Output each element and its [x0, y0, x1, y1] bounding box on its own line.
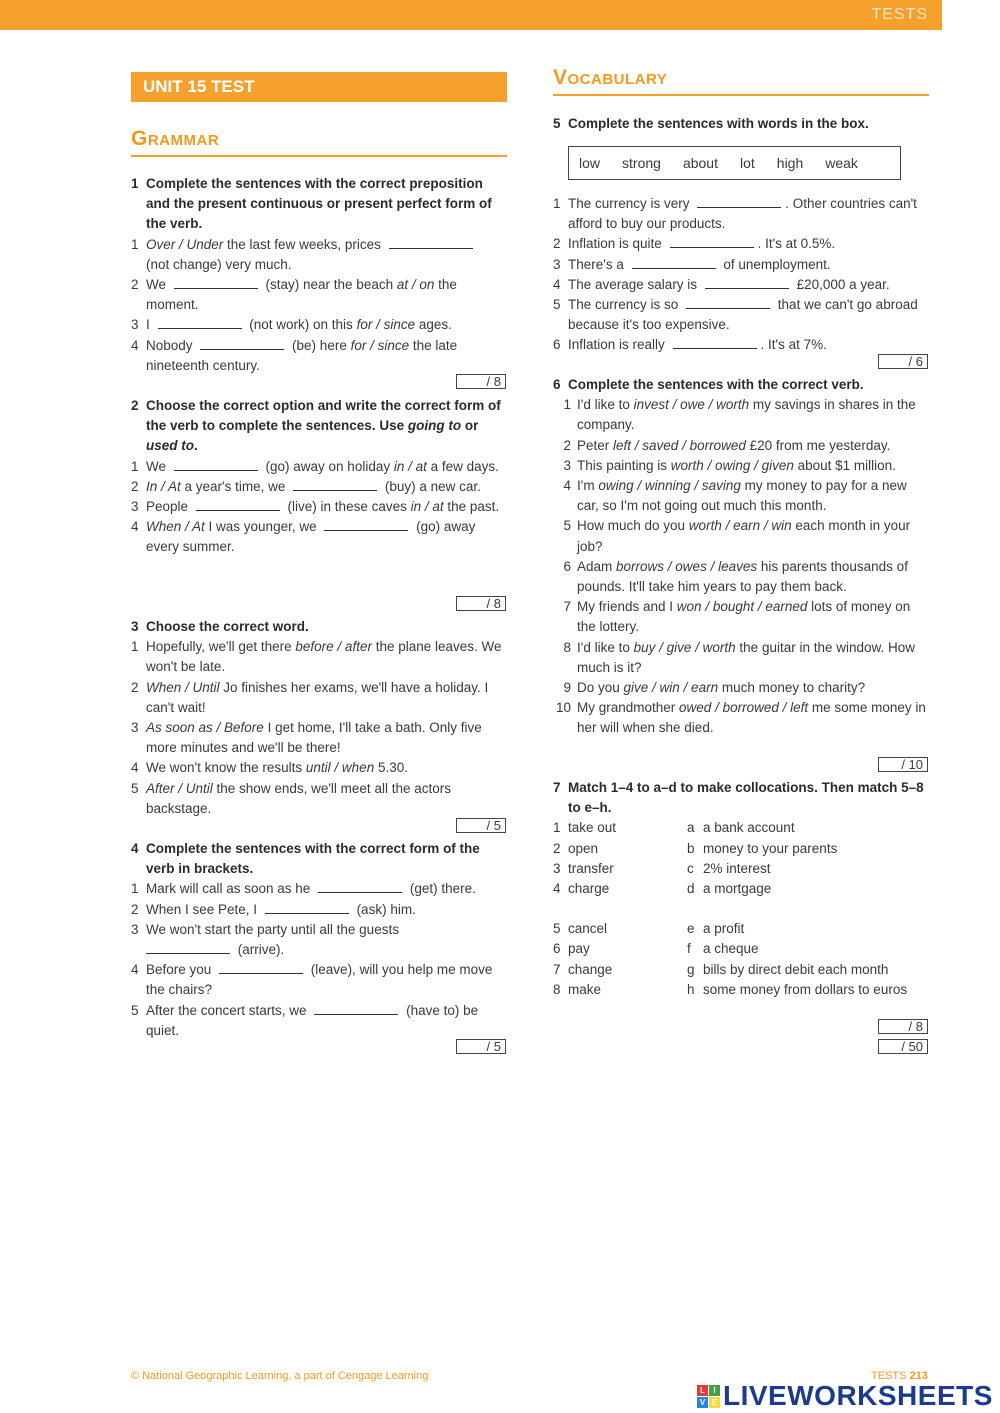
list-item: 5 After / Until the show ends, we'll meet all the actors backstage. [131, 780, 451, 816]
list-item: 4 We won't know the results until / when 5.30. [131, 760, 408, 776]
list-item: 3 As soon as / Before I get home, I'll take a bath. Only five more minutes and we'll be there! [131, 720, 482, 756]
list-item: 6 Inflation is really . It's at 7%. [553, 337, 827, 353]
exercise-title: 2 Choose the correct option and write the correct form of the verb to complete the sentences. Use going to or used to. [131, 398, 501, 454]
footer-copyright: © National Geographic Learning, a part of Cengage Learning [131, 1370, 429, 1382]
answer-blank[interactable] [686, 308, 770, 309]
answer-blank[interactable] [705, 288, 789, 289]
list-item: 1 We (go) away on holiday in / at a few days. [131, 458, 499, 474]
list-item: 2 When / Until Jo finishes her exams, we'll have a holiday. I can't wait! [131, 679, 489, 715]
score-box[interactable]: / 8 [878, 1019, 928, 1034]
exercise-5 [553, 194, 929, 356]
exercise-3 [131, 617, 507, 819]
answer-blank[interactable] [196, 510, 280, 511]
list-item: 1 I'd like to invest / owe / worth my savings in shares in the company. [563, 397, 916, 433]
exercise-4 [131, 839, 507, 1041]
answer-blank[interactable] [389, 248, 473, 249]
answer-blank[interactable] [293, 490, 377, 491]
list-item: 2 When I see Pete, I (ask) him. [131, 901, 416, 917]
score-box[interactable]: / 10 [878, 757, 928, 772]
list-item: 7 My friends and I won / bought / earned lots of money on the lottery. [563, 599, 911, 635]
word-box-item: high [776, 155, 804, 171]
list-item: 8 I'd like to buy / give / worth the guitar in the window. How much is it? [563, 639, 916, 675]
exercise-title: 1 Complete the sentences with the correct preposition and the present continuous or present perfect form of the verb. [131, 176, 492, 232]
exercise-6 [553, 375, 929, 739]
list-item: 1 Hopefully, we'll get there before / after the plane leaves. We won't be late. [131, 639, 502, 675]
list-item: 9 Do you give / win / earn much money to charity? [563, 680, 866, 696]
match-row: 8 make h some money from dollars to euros [553, 981, 908, 997]
match-row: 6 pay f a cheque [553, 941, 759, 957]
match-row: 4 charge d a mortgage [553, 881, 772, 897]
list-item: 3 We won't start the party until all the guests (arrive). [131, 921, 399, 958]
answer-blank[interactable] [314, 1014, 398, 1015]
list-item: 5 The currency is so that we can't go abroad because it's too expensive. [553, 297, 918, 333]
list-item: 3 People (live) in these caves in / at the past. [131, 499, 500, 515]
score-box[interactable]: / 8 [456, 374, 506, 389]
list-item: 1 The currency is very . Other countries can't afford to buy our products. [553, 196, 917, 232]
watermark-text: LIVEWORKSHEETS [723, 1380, 993, 1411]
exercise-1 [131, 174, 507, 376]
exercise-title: 3 Choose the correct word. [131, 619, 309, 634]
answer-blank[interactable] [174, 470, 258, 471]
answer-blank[interactable] [200, 349, 284, 350]
match-row: 7 change g bills by direct debit each month [553, 961, 889, 977]
list-item: 4 The average salary is £20,000 a year. [553, 276, 890, 292]
score-box[interactable]: / 6 [878, 354, 928, 369]
answer-blank[interactable] [219, 973, 303, 974]
list-item: 4 Before you (leave), will you help me move the chairs? [131, 962, 493, 998]
answer-blank[interactable] [146, 953, 230, 954]
list-item: 10 My grandmother owed / borrowed / left me some money in her will when she died. [555, 700, 926, 736]
list-item: 1 Mark will call as soon as he (get) there. [131, 881, 476, 897]
list-item: 4 I'm owing / winning / saving my money to pay for a new car, so I'm not going out much this month. [563, 478, 907, 514]
word-box-item: strong [622, 155, 661, 171]
grammar-heading: Grammar [131, 127, 507, 157]
list-item: 4 When / At I was younger, we (go) away every summer. [131, 519, 476, 555]
total-score-box[interactable]: / 50 [878, 1039, 928, 1054]
exercise-2 [131, 396, 507, 558]
exercise-title: 5 Complete the sentences with words in the box. [553, 116, 869, 131]
list-item: 6 Adam borrows / owes / leaves his parents thousands of pounds. It'll take him years to pay them back. [563, 558, 908, 595]
list-item: 5 How much do you worth / earn / win each month in your job? [563, 518, 911, 554]
footer-page: TESTS 213 [871, 1370, 928, 1382]
answer-blank[interactable] [174, 288, 258, 289]
unit-title: UNIT 15 TEST [131, 72, 507, 102]
match-row: 1 take out a a bank account [553, 820, 795, 836]
list-item: 2 In / At a year's time, we (buy) a new car. [131, 478, 481, 494]
header-label: TESTS [871, 6, 928, 23]
exercise-title: 4 Complete the sentences with the correct form of the verb in brackets. [131, 841, 480, 877]
list-item: 1 Over / Under the last few weeks, prices (not change) very much. [131, 235, 507, 275]
answer-blank[interactable] [324, 530, 408, 531]
list-item: 3 I (not work) on this for / since ages. [131, 317, 452, 333]
list-item: 2 Inflation is quite . It's at 0.5%. [553, 236, 836, 252]
exercise-title: 6 Complete the sentences with the correct verb. [553, 377, 864, 392]
list-item: 4 Nobody (be) here for / since the late nineteenth century. [131, 337, 458, 373]
answer-blank[interactable] [670, 247, 754, 248]
top-bar [0, 0, 942, 30]
list-item: 5 After the concert starts, we (have to) be quiet. [131, 1002, 479, 1038]
list-item: 3 There's a of unemployment. [553, 256, 831, 272]
score-box[interactable]: / 8 [456, 596, 506, 611]
list-item: 3 This painting is worth / owing / given about $1 million. [563, 457, 896, 473]
exercise-5-title-block [553, 114, 929, 134]
list-item: 2 Peter left / saved / borrowed £20 from me yesterday. [563, 437, 891, 453]
liveworksheets-logo [697, 1380, 993, 1412]
list-item: 2 We (stay) near the beach at / on the moment. [131, 277, 457, 313]
match-row: 5 cancel e a profit [553, 921, 745, 937]
answer-blank[interactable] [158, 328, 242, 329]
answer-blank[interactable] [318, 892, 402, 893]
answer-blank[interactable] [673, 348, 757, 349]
word-box-item: low [579, 155, 601, 171]
vocabulary-heading: Vocabulary [553, 66, 929, 96]
logo-icon: L I V E [697, 1385, 720, 1408]
match-row: 2 open b money to your parents [553, 840, 838, 856]
answer-blank[interactable] [632, 268, 716, 269]
word-box-item: weak [825, 155, 858, 171]
exercise-title: 7 Match 1–4 to a–d to make collocations. Then match 5–8 to e–h. [553, 780, 924, 816]
match-row: 3 transfer c 2% interest [553, 860, 771, 876]
word-box-item: lot [739, 155, 755, 171]
score-box[interactable]: / 5 [456, 1039, 506, 1054]
score-box[interactable]: / 5 [456, 818, 506, 833]
word-box [568, 146, 901, 180]
word-box-item: about [682, 155, 718, 171]
answer-blank[interactable] [697, 207, 781, 208]
answer-blank[interactable] [265, 913, 349, 914]
exercise-7 [553, 778, 929, 1000]
